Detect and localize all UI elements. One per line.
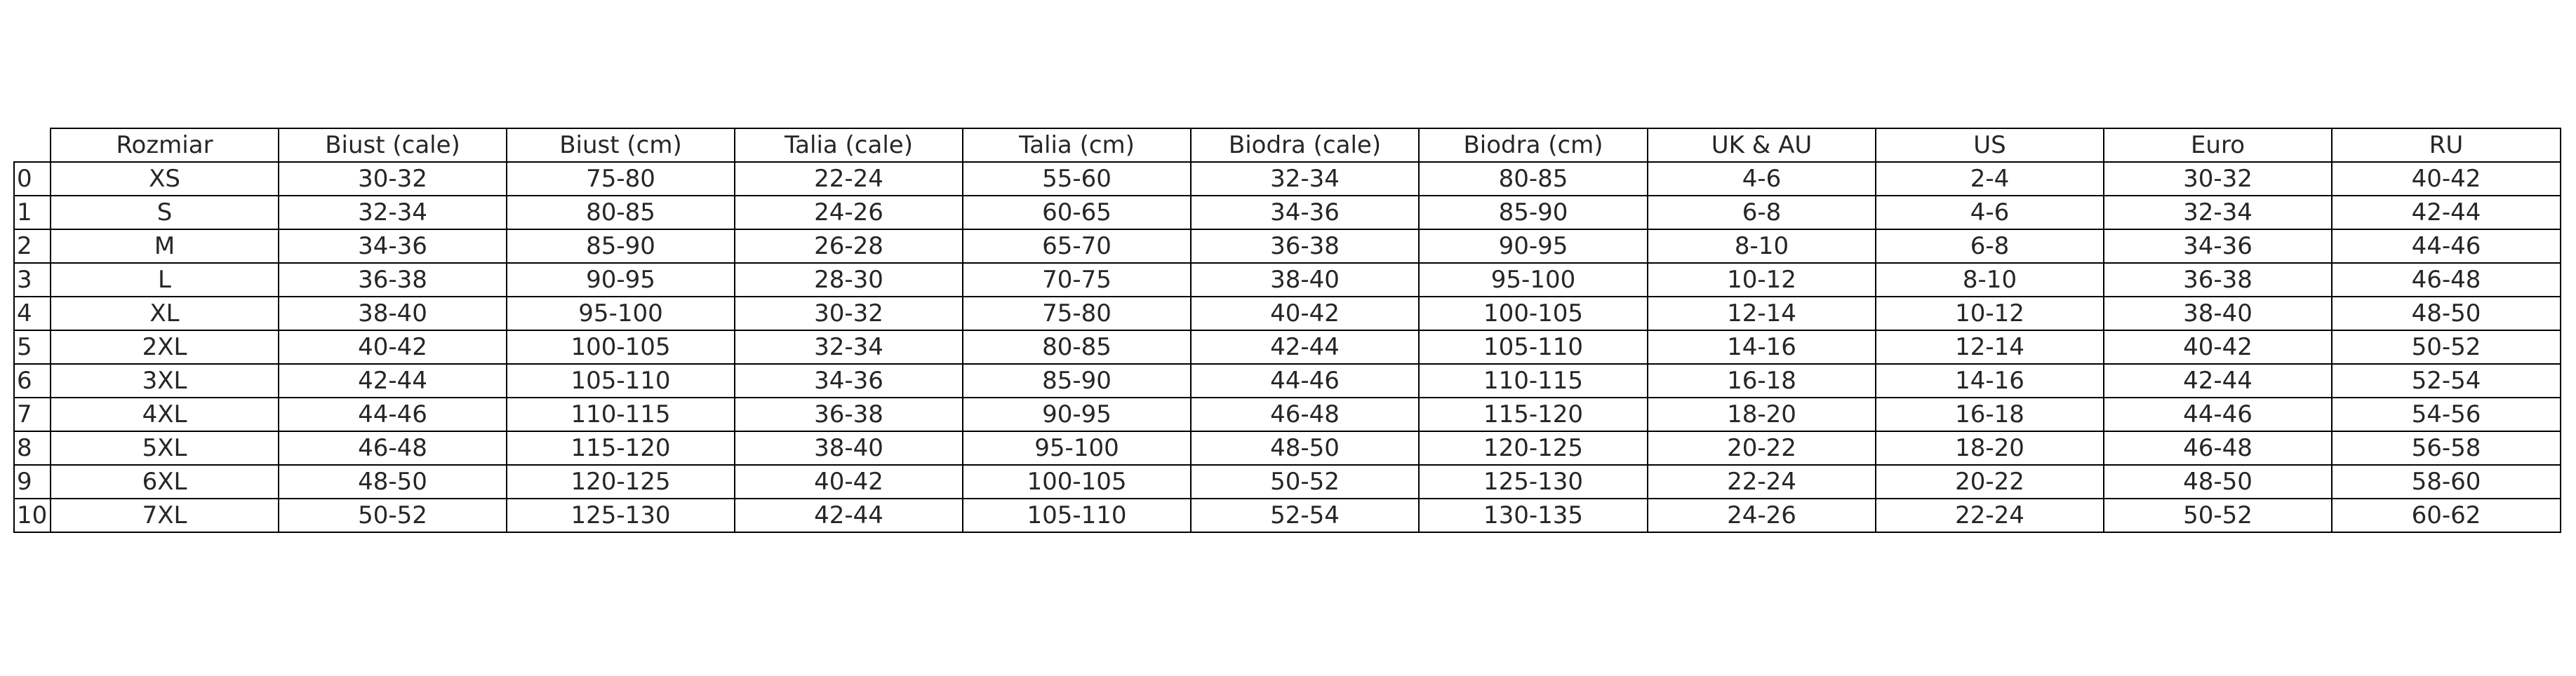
table-cell: 85-90 bbox=[1419, 196, 1648, 229]
table-row bbox=[14, 229, 2561, 263]
table-cell: 90-95 bbox=[507, 263, 735, 297]
table-cell: 6-8 bbox=[1876, 229, 2104, 263]
table-cell: 42-44 bbox=[2104, 364, 2332, 398]
table-cell: 14-16 bbox=[1648, 330, 1876, 364]
row-index: 1 bbox=[14, 196, 51, 229]
table-cell: 42-44 bbox=[2332, 196, 2561, 229]
table-cell: 10-12 bbox=[1648, 263, 1876, 297]
table-cell: 46-48 bbox=[1191, 398, 1419, 431]
table-cell: 2XL bbox=[51, 330, 279, 364]
table-cell: 100-105 bbox=[963, 465, 1191, 499]
table-cell: 38-40 bbox=[1191, 263, 1419, 297]
corner-cell bbox=[14, 128, 51, 162]
table-cell: 20-22 bbox=[1648, 431, 1876, 465]
table-cell: 75-80 bbox=[963, 297, 1191, 330]
table-cell: 56-58 bbox=[2332, 431, 2561, 465]
table-cell: 100-105 bbox=[1419, 297, 1648, 330]
table-header-row bbox=[14, 128, 2561, 162]
table-cell: 28-30 bbox=[735, 263, 963, 297]
table-cell: 130-135 bbox=[1419, 499, 1648, 532]
row-index: 0 bbox=[14, 162, 51, 196]
table-cell: 38-40 bbox=[2104, 297, 2332, 330]
table-row bbox=[14, 364, 2561, 398]
table-cell: 8-10 bbox=[1876, 263, 2104, 297]
table-cell: 55-60 bbox=[963, 162, 1191, 196]
table-cell: 125-130 bbox=[1419, 465, 1648, 499]
row-index: 8 bbox=[14, 431, 51, 465]
table-cell: 58-60 bbox=[2332, 465, 2561, 499]
table-cell: 115-120 bbox=[507, 431, 735, 465]
table-cell: 36-38 bbox=[1191, 229, 1419, 263]
table-cell: 120-125 bbox=[1419, 431, 1648, 465]
row-index: 6 bbox=[14, 364, 51, 398]
table-cell: 52-54 bbox=[2332, 364, 2561, 398]
table-cell: 52-54 bbox=[1191, 499, 1419, 532]
table-cell: 65-70 bbox=[963, 229, 1191, 263]
table-row bbox=[14, 196, 2561, 229]
column-header: Talia (cm) bbox=[963, 128, 1191, 162]
table-cell: 2-4 bbox=[1876, 162, 2104, 196]
table-cell: 95-100 bbox=[963, 431, 1191, 465]
table-cell: 105-110 bbox=[963, 499, 1191, 532]
table-cell: 38-40 bbox=[735, 431, 963, 465]
table-cell: 85-90 bbox=[507, 229, 735, 263]
row-index: 5 bbox=[14, 330, 51, 364]
table-cell: 34-36 bbox=[1191, 196, 1419, 229]
table-cell: 42-44 bbox=[735, 499, 963, 532]
row-index: 10 bbox=[14, 499, 51, 532]
table-cell: 4-6 bbox=[1648, 162, 1876, 196]
table-cell: 7XL bbox=[51, 499, 279, 532]
table-cell: 42-44 bbox=[1191, 330, 1419, 364]
table-cell: 36-38 bbox=[279, 263, 507, 297]
table-row bbox=[14, 431, 2561, 465]
table-cell: 16-18 bbox=[1876, 398, 2104, 431]
column-header: Rozmiar bbox=[51, 128, 279, 162]
row-index: 9 bbox=[14, 465, 51, 499]
table-cell: 80-85 bbox=[1419, 162, 1648, 196]
table-cell: 50-52 bbox=[1191, 465, 1419, 499]
table-cell: 22-24 bbox=[1648, 465, 1876, 499]
table-cell: 40-42 bbox=[735, 465, 963, 499]
column-header: RU bbox=[2332, 128, 2561, 162]
table-body bbox=[14, 162, 2561, 532]
table-cell: 32-34 bbox=[735, 330, 963, 364]
table-cell: 48-50 bbox=[2104, 465, 2332, 499]
table-cell: M bbox=[51, 229, 279, 263]
table-cell: 95-100 bbox=[507, 297, 735, 330]
table-cell: 30-32 bbox=[735, 297, 963, 330]
table-cell: 46-48 bbox=[2104, 431, 2332, 465]
table-cell: 60-62 bbox=[2332, 499, 2561, 532]
table-cell: 105-110 bbox=[507, 364, 735, 398]
table-cell: 44-46 bbox=[1191, 364, 1419, 398]
table-cell: 14-16 bbox=[1876, 364, 2104, 398]
table-cell: L bbox=[51, 263, 279, 297]
table-cell: 44-46 bbox=[2104, 398, 2332, 431]
table-cell: 10-12 bbox=[1876, 297, 2104, 330]
table-cell: 120-125 bbox=[507, 465, 735, 499]
table-cell: 110-115 bbox=[507, 398, 735, 431]
table-cell: 46-48 bbox=[279, 431, 507, 465]
table-cell: 18-20 bbox=[1876, 431, 2104, 465]
table-cell: 90-95 bbox=[963, 398, 1191, 431]
table-cell: 90-95 bbox=[1419, 229, 1648, 263]
table-cell: 85-90 bbox=[963, 364, 1191, 398]
table-cell: 95-100 bbox=[1419, 263, 1648, 297]
table-cell: 80-85 bbox=[507, 196, 735, 229]
table-cell: 40-42 bbox=[2332, 162, 2561, 196]
table-cell: 32-34 bbox=[279, 196, 507, 229]
table-cell: 22-24 bbox=[735, 162, 963, 196]
table-cell: 48-50 bbox=[2332, 297, 2561, 330]
table-cell: 110-115 bbox=[1419, 364, 1648, 398]
table-cell: 36-38 bbox=[735, 398, 963, 431]
table-cell: 6XL bbox=[51, 465, 279, 499]
table-cell: 30-32 bbox=[279, 162, 507, 196]
table-cell: 54-56 bbox=[2332, 398, 2561, 431]
table-cell: 20-22 bbox=[1876, 465, 2104, 499]
table-cell: S bbox=[51, 196, 279, 229]
table-cell: 36-38 bbox=[2104, 263, 2332, 297]
column-header: Biust (cale) bbox=[279, 128, 507, 162]
table-cell: 24-26 bbox=[735, 196, 963, 229]
table-cell: 115-120 bbox=[1419, 398, 1648, 431]
table-cell: 30-32 bbox=[2104, 162, 2332, 196]
table-cell: 8-10 bbox=[1648, 229, 1876, 263]
table-cell: 44-46 bbox=[2332, 229, 2561, 263]
table-cell: 50-52 bbox=[279, 499, 507, 532]
table-cell: 42-44 bbox=[279, 364, 507, 398]
table-cell: 5XL bbox=[51, 431, 279, 465]
table-cell: 4-6 bbox=[1876, 196, 2104, 229]
row-index: 2 bbox=[14, 229, 51, 263]
table-cell: 38-40 bbox=[279, 297, 507, 330]
table-cell: 48-50 bbox=[279, 465, 507, 499]
table-cell: 40-42 bbox=[2104, 330, 2332, 364]
table-cell: 3XL bbox=[51, 364, 279, 398]
column-header: Biodra (cm) bbox=[1419, 128, 1648, 162]
table-cell: 44-46 bbox=[279, 398, 507, 431]
size-chart-table bbox=[13, 128, 2561, 533]
table-cell: 6-8 bbox=[1648, 196, 1876, 229]
column-header: Talia (cale) bbox=[735, 128, 963, 162]
column-header: US bbox=[1876, 128, 2104, 162]
table-cell: 80-85 bbox=[963, 330, 1191, 364]
table-row bbox=[14, 499, 2561, 532]
table-cell: 32-34 bbox=[2104, 196, 2332, 229]
table-cell: 12-14 bbox=[1876, 330, 2104, 364]
table-row bbox=[14, 263, 2561, 297]
table-cell: 34-36 bbox=[2104, 229, 2332, 263]
table-cell: 40-42 bbox=[279, 330, 507, 364]
column-header: Biodra (cale) bbox=[1191, 128, 1419, 162]
table-cell: 75-80 bbox=[507, 162, 735, 196]
row-index: 4 bbox=[14, 297, 51, 330]
table-cell: 60-65 bbox=[963, 196, 1191, 229]
table-row bbox=[14, 162, 2561, 196]
table-cell: 26-28 bbox=[735, 229, 963, 263]
table-row bbox=[14, 465, 2561, 499]
table-cell: 34-36 bbox=[735, 364, 963, 398]
table-cell: 24-26 bbox=[1648, 499, 1876, 532]
table-cell: 4XL bbox=[51, 398, 279, 431]
table-cell: 40-42 bbox=[1191, 297, 1419, 330]
table-cell: 100-105 bbox=[507, 330, 735, 364]
table-cell: 32-34 bbox=[1191, 162, 1419, 196]
column-header: Euro bbox=[2104, 128, 2332, 162]
table-cell: 125-130 bbox=[507, 499, 735, 532]
table-row bbox=[14, 297, 2561, 330]
row-index: 3 bbox=[14, 263, 51, 297]
table-cell: 70-75 bbox=[963, 263, 1191, 297]
table-cell: 16-18 bbox=[1648, 364, 1876, 398]
table-cell: 18-20 bbox=[1648, 398, 1876, 431]
column-header: Biust (cm) bbox=[507, 128, 735, 162]
table-cell: 48-50 bbox=[1191, 431, 1419, 465]
table-cell: XS bbox=[51, 162, 279, 196]
column-header: UK & AU bbox=[1648, 128, 1876, 162]
row-index: 7 bbox=[14, 398, 51, 431]
table-cell: 34-36 bbox=[279, 229, 507, 263]
table-cell: 22-24 bbox=[1876, 499, 2104, 532]
table-cell: 46-48 bbox=[2332, 263, 2561, 297]
table-cell: 50-52 bbox=[2332, 330, 2561, 364]
table-row bbox=[14, 330, 2561, 364]
table-cell: 50-52 bbox=[2104, 499, 2332, 532]
table-cell: 105-110 bbox=[1419, 330, 1648, 364]
table-cell: 12-14 bbox=[1648, 297, 1876, 330]
table-row bbox=[14, 398, 2561, 431]
table-cell: XL bbox=[51, 297, 279, 330]
